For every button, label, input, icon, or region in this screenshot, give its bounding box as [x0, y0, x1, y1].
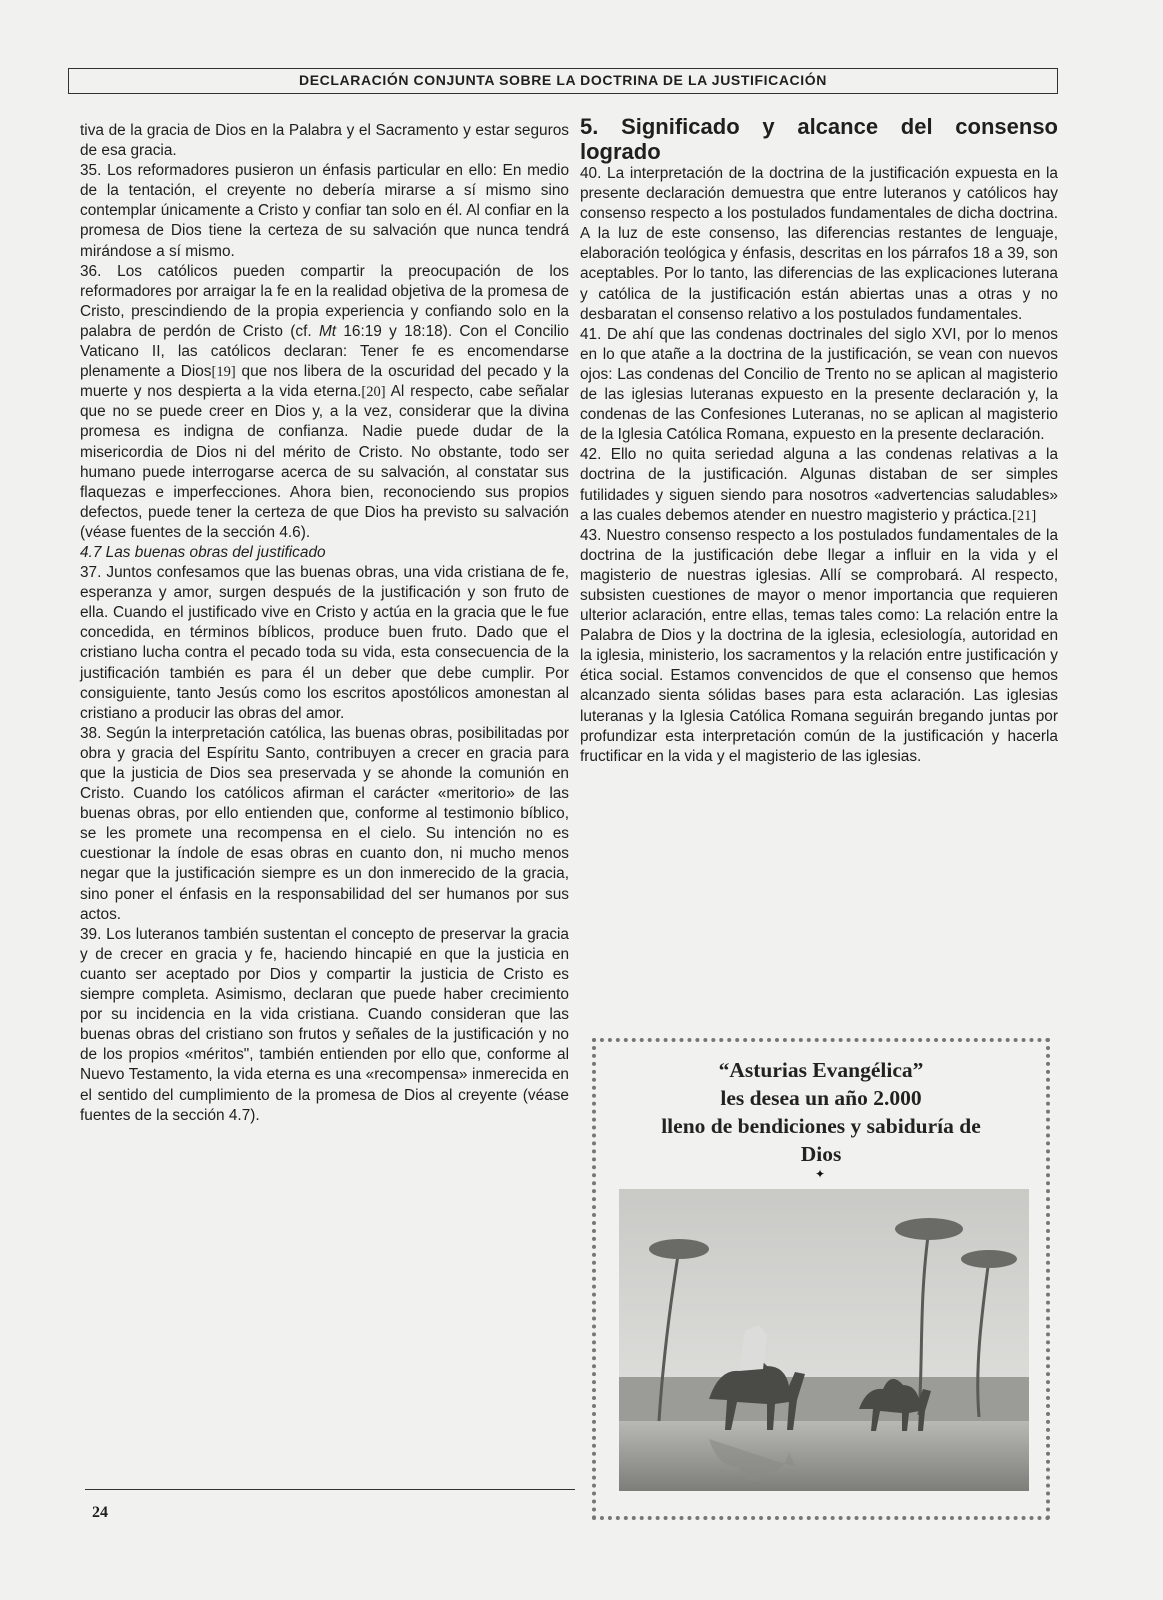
paragraph-43: 43. Nuestro consenso respecto a los postulados fundamentales de la doctrina de la justificación debe llegar a influir en la vida y el magisterio de nuestras iglesias. Allí se comprobará. Al respecto, subsisten cuestiones de mayor o menor importancia que requieren ulterior aclaración, entre ellas, temas tales como: La relación entre la Palabra de Dios y la doctrina de la iglesia, eclesiología, autoridad en la iglesia, ministerio, los sacramentos y la relación entre justificación y ética social. Estamos convencidos de que el consenso que hemos alcanzado sienta sólidas bases para esta aclaración. Las iglesias luteranas y la Iglesia Católica Romana seguirán bregando juntas por profundizar esta interpretación común de la justificación y hacerla fructificar en la vida y el magisterio de las iglesias. — [580, 526, 1058, 765]
star-ornament-icon: ✦ — [815, 1167, 826, 1181]
paragraph-42: 42. Ello no quita seriedad alguna a las condenas relativas a la doctrina de la justificación. Algunas distaban de ser simples futilidades y siguen siendo para nosotros «advertencias saludables» a las cuales debemos atender en nuestro magisterio y práctica.[21] — [580, 446, 1058, 524]
subsection-heading-4-7: 4.7 Las buenas obras del justificado — [80, 543, 326, 561]
paragraph-continued: tiva de la gracia de Dios en la Palabra y el Sacramento y estar seguros de esa gracia. — [80, 122, 569, 160]
ad-headline — [612, 1056, 1030, 1168]
desert-caravan-image — [619, 1189, 1029, 1491]
ad-line-2: les desea un año 2.000 — [720, 1086, 922, 1110]
paragraph-35: 35. Los reformadores pusieron un énfasis particular en ello: En medio de la tentación, el creyente no debería mirarse a sí mismo sino contemplar únicamente a Cristo y confiar tan solo en él. Al confiar en la promesa de Dios tiene la certeza de su salvación que nunca tendrá mirándose a sí mismo. — [80, 162, 569, 260]
running-header — [68, 68, 1058, 94]
paragraph-40: 40. La interpretación de la doctrina de la justificación expuesta en la presente declaración demuestra que entre luteranos y católicos hay consenso respecto a los postulados fundamentales de dicha doctrina. A la luz de este consenso, las diferencias restantes de lenguaje, elaboración teológica y énfasis, descritas en los párrafos 18 a 39, son aceptables. Por lo tanto, las diferencias de las explicaciones luterana y católica de la justificación están abiertas unas a otras y no desbaratan el consenso relativo a los postulados fundamentales. — [580, 165, 1058, 323]
oasis-illustration — [619, 1189, 1029, 1491]
bible-reference: Mt — [318, 322, 337, 340]
footer-rule — [85, 1489, 575, 1490]
paragraph-41: 41. De ahí que las condenas doctrinales del siglo XVI, por lo menos en lo que atañe a la doctrina de la justificación, se vean con nuevos ojos: Las condenas del Concilio de Trento no se aplican al magisterio de las iglesias luteranas expuesto en la presente declaración y, la condenas de las Confesiones Luteranas, no se aplican al magisterio de la Iglesia Católica Romana, expuesto en la presente declaración. — [580, 325, 1058, 444]
paragraph-37: 37. Juntos confesamos que las buenas obras, una vida cristiana de fe, esperanza y amor, surgen después de la justificación y son fruto de ella. Cuando el justificado vive en Cristo y actúa en la gracia que le fue concedida, en términos bíblicos, produce buen fruto. Dado que el cristiano lucha contra el pecado toda su vida, esta consecuencia de la justificación también es para él un deber que debe cumplir. Por consiguiente, tanto Jesús como los escritos apostólicos amonestan al cristiano a producir las obras del amor. — [80, 564, 569, 722]
page-number: 24 — [92, 1504, 108, 1521]
footnote-ref-21: [21] — [1012, 507, 1037, 524]
header-title: DECLARACIÓN CONJUNTA SOBRE LA DOCTRINA DE LA JUSTIFICACIÓN — [299, 72, 827, 88]
right-column — [580, 114, 1058, 767]
greeting-advertisement — [592, 1038, 1050, 1520]
footnote-ref-19: [19] — [211, 364, 236, 381]
section-heading-5: 5. Significado y alcance del consenso logrado — [580, 114, 1058, 164]
ad-line-3: lleno de bendiciones y sabiduría de — [661, 1114, 981, 1138]
paragraph-38: 38. Según la interpretación católica, las buenas obras, posibilitadas por obra y gracia del Espíritu Santo, contribuyen a crecer en gracia para que la justicia de Dios sea preservada y se ahonde la comunión en Cristo. Cuando los católicos afirman el carácter «meritorio» de las buenas obras, por ello entienden que, conforme al testimonio bíblico, se les promete una recompensa en el cielo. Su intención no es cuestionar la índole de esas obras en cuanto don, ni mucho menos negar que la justificación siempre es un don inmerecido de la gracia, sino poner el énfasis en la responsabilidad del ser humanos por sus actos. — [80, 724, 569, 923]
left-column — [80, 121, 569, 1126]
ad-line-4: Dios — [800, 1142, 842, 1166]
ad-line-1: “Asturias Evangélica” — [718, 1058, 924, 1082]
footnote-ref-20: [20] — [361, 384, 386, 401]
paragraph-39: 39. Los luteranos también sustentan el concepto de preservar la gracia y de crecer en gracia y fe, haciendo hincapié en que la justicia en cuanto ser aceptado por Dios y compartir la justicia de Cristo es siempre completa. Asimismo, declaran que puede haber crecimiento por su incidencia en la vida cristiana. Cuando consideran que las buenas obras del cristiano son frutos y señales de la justificación y no de los propios «méritos", también entienden por ello que, conforme al Nuevo Testamento, la vida eterna es una «recompensa» inmerecida en el sentido del cumplimiento de la promesa de Dios al creyente (véase fuentes de la sección 4.7). — [80, 925, 569, 1124]
paragraph-36: 36. Los católicos pueden compartir la preocupación de los reformadores por arraigar la fe en la realidad objetiva de la promesa de Cristo, prescindiendo de la propia experiencia y confiando solo en la palabra de perdón de Cristo (cf. Mt 16:19 y 18:18). Con el Concilio Vaticano II, las católicos declaran: Tener fe es encomendarse plenamente a Dios[19] que nos libera de la oscuridad del pecado y la muerte y nos despierta a la vida eterna.[20] Al respecto, cabe señalar que no se puede creer en Dios y, a la vez, considerar que la divina promesa es indigna de confianza. Nadie puede dudar de la misericordia de Dios ni del mérito de Cristo. No obstante, todo ser humano puede interrogarse acerca de su salvación, al constatar sus flaquezas e imperfecciones. Ahora bien, reconociendo sus propios defectos, puede tener la certeza de que Dios ha previsto su salvación (véase fuentes de la sección 4.6). — [80, 262, 569, 541]
